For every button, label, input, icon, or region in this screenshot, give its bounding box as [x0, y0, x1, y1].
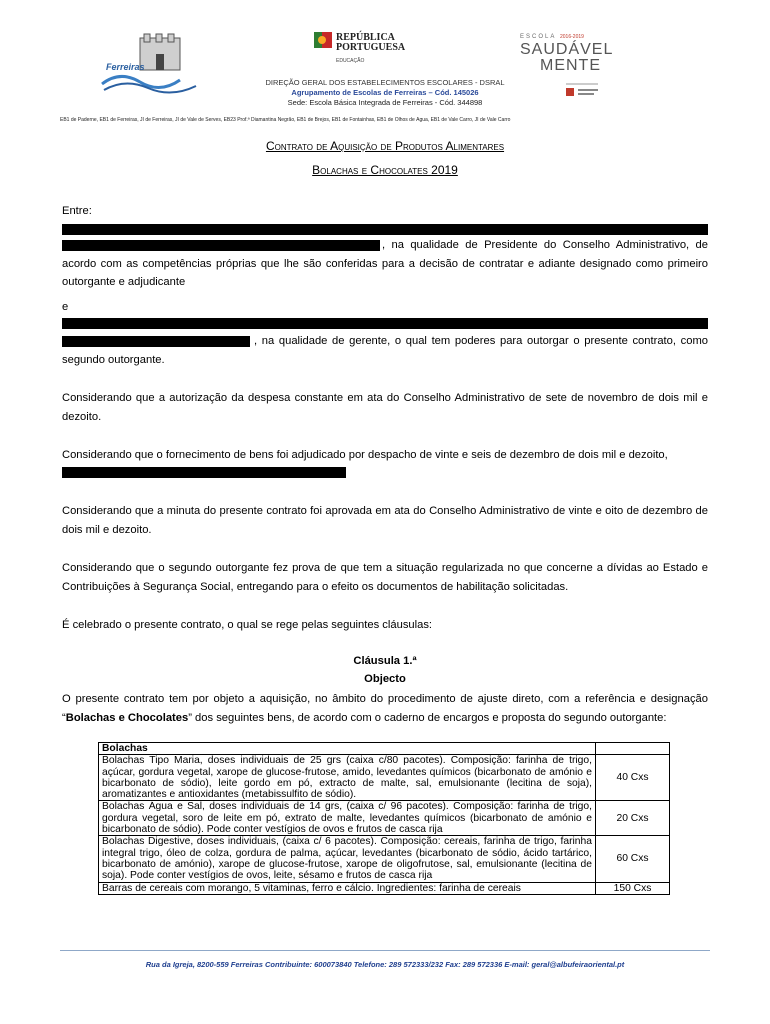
item-description: Bolachas Tipo Maria, doses individuais de 25 grs (caixa c/80 pacotes). Composição: farinha de trigo, açúcar, gordura vegetal, xarope de glucose-frutose, amido, levedantes químicos (bicarbonato de amónio e bicarbonato de sódio), leite gordo em pó, extracto de malte, sal, emulsionante (lecitina de soja), aromatizantes e antioxidantes (metabissulfito de sódio). — [99, 755, 596, 801]
redaction-bar — [62, 467, 346, 478]
clause-subtitle: Objecto — [364, 673, 406, 685]
item-quantity: 20 Cxs — [596, 801, 670, 836]
item-description: Bolachas Digestive, doses individuais, (caixa c/ 6 pacotes). Composição: cereais, farinha de trigo, farinha integral trigo, óleo de colza, gordura de palma, açúcar, levedantes (bicarbonato de sódio, ácido tartárico, bicarbonato de amónio), xarope de glucose-frutose, xarope de oligofrutose, sal, emulsionante (lecitina de soja). Pode conter vestígios de ovos, leite, sésamo e frutos de casca rija — [99, 836, 596, 882]
svg-text:ESCOLA: ESCOLA — [520, 34, 557, 40]
redaction-bar — [62, 318, 708, 329]
svg-text:2016-2019: 2016-2019 — [560, 34, 584, 40]
entre-label: Entre: — [62, 205, 92, 217]
item-description: Bolachas Água e Sal, doses individuais de 14 grs, (caixa c/ 96 pacotes). Composição: farinha de trigo, gordura vegetal, soro de leite em pó, extrato de malte, levedantes químicos (bicarbonato de amónio e bicarbonato de sódio). Pode conter vestígios de ovos e frutos de casca rija — [99, 801, 596, 836]
considerando-1: Considerando que a autorização da despesa constante em ata do Conselho Administrativo de sete de novembro de dois mil e dezoito. — [62, 392, 708, 423]
sede-line: Sede: Escola Básica Integrada de Ferreiras - Cód. 344898 — [287, 98, 483, 107]
svg-text:PORTUGUESA: PORTUGUESA — [336, 42, 406, 53]
celebrado-paragraph: É celebrado o presente contrato, o qual se rege pelas seguintes cláusulas: — [62, 619, 433, 631]
item-quantity: 40 Cxs — [596, 755, 670, 801]
table-heading: Bolachas — [99, 743, 596, 755]
footer-contact: Rua da Igreja, 8200-559 Ferreiras Contribuinte: 600073840 Telefone: 289 572333/232 Fax: 289 572336 E-mail: geral@albufeiraoriental.pt — [145, 960, 625, 969]
objecto-paragraph: O presente contrato tem por objeto a aquisição, no âmbito do procedimento de ajuste direto, com a referência e designação “Bolachas e Chocolates” dos seguintes bens, de acordo com o caderno de encargos e proposta do segundo outorgante: — [62, 693, 708, 724]
objecto-designation: Bolachas e Chocolates — [65, 711, 189, 724]
e-conjunction: e — [62, 301, 69, 313]
considerando-4: Considerando que o segundo outorgante fez prova de que tem a situação regularizada no que concerne a dívidas ao Estado e Contribuições à Segurança Social, entregando para o efeito os documentos de habilitação solicitadas. — [62, 562, 708, 593]
table-row — [99, 755, 670, 801]
considerando-3: Considerando que a minuta do presente contrato foi aprovada em ata do Conselho Administrativo de vinte e oito de dezembro de dois mil e dezoito. — [62, 505, 708, 536]
clause-title: Cláusula 1.ª — [353, 655, 417, 667]
contract-subtitle: Bolachas e Chocolates 2019 — [312, 163, 458, 177]
table-header-row — [99, 743, 670, 755]
table-heading-qty — [596, 743, 670, 755]
party-one-paragraph: , na qualidade de Presidente do Conselho Administrativo, de acordo com as competências próprias que lhe são conferidas para a decisão de contratar e adiante designado como primeiro outorgante e adjudicante — [62, 239, 708, 288]
contract-title: Contrato de Aquisição de Produtos Alimentares — [265, 139, 505, 153]
svg-text:REPÚBLICA: REPÚBLICA — [336, 32, 395, 43]
svg-text:EDUCAÇÃO: EDUCAÇÃO — [336, 58, 365, 64]
item-description: Barras de cereais com morango, 5 vitaminas, ferro e cálcio. Ingredientes: farinha de cereais — [99, 882, 596, 894]
republica-portuguesa-logo — [312, 28, 412, 68]
considerando-2: Considerando que o fornecimento de bens foi adjudicado por despacho de vinte e seis de dezembro de dois mil e dezoito, — [62, 449, 668, 461]
item-quantity: 60 Cxs — [596, 836, 670, 882]
svg-text:SAUDÁVEL: SAUDÁVEL — [520, 41, 614, 58]
table-row — [99, 801, 670, 836]
direction-line: DIREÇÃO GERAL DOS ESTABELECIMENTOS ESCOLARES - DSRAL — [265, 78, 505, 87]
party-two-paragraph: , na qualidade de gerente, o qual tem poderes para outorgar o presente contrato, como segundo outorgante. — [62, 335, 708, 366]
redaction-bar — [62, 224, 708, 235]
items-table — [98, 742, 670, 895]
footer-divider — [60, 950, 710, 951]
svg-text:Ferreiras: Ferreiras — [106, 62, 145, 72]
svg-text:MENTE: MENTE — [540, 57, 601, 74]
table-row — [99, 882, 670, 894]
schools-line: EB1 de Paderne, EB1 de Ferreiras, JI de Ferreiras, JI de Vale de Serves, EB23 Prof.ª Diamantina Negrão, EB1 de Brejos, EB1 de Fontainhas, EB1 de Olhos de Água, EB1 de Vale Carro, JI de Vale Carro — [60, 117, 511, 123]
item-quantity: 150 Cxs — [596, 882, 670, 894]
agrupamento-line: Agrupamento de Escolas de Ferreiras – Cód. 145026 — [291, 88, 479, 97]
table-row — [99, 836, 670, 882]
